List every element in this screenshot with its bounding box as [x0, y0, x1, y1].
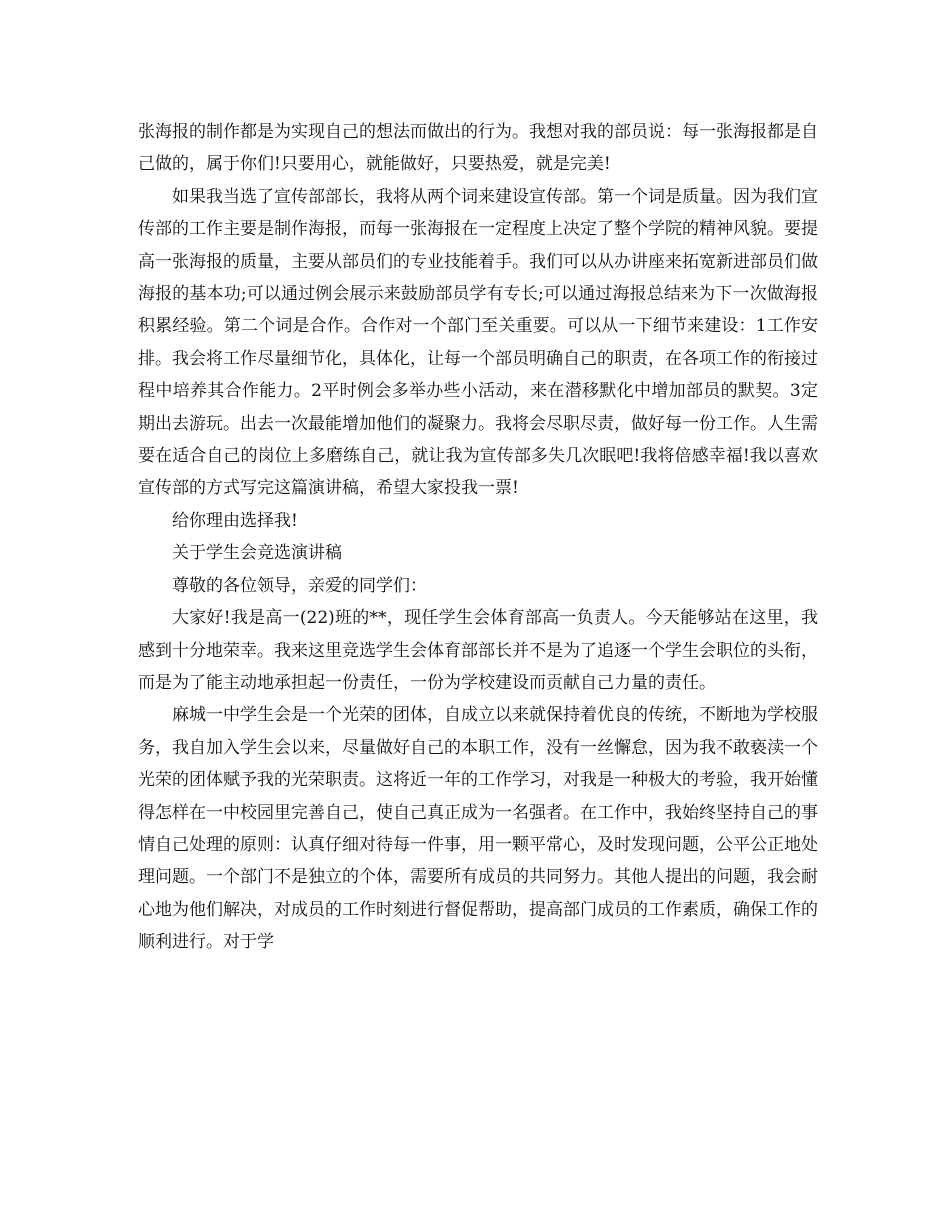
section-title: 关于学生会竞选演讲稿: [172, 543, 342, 564]
paragraph-poster-conclusion: 张海报的制作都是为实现自己的想法而做出的行为。我想对我的部员说：每一张海报都是自己做的，属于你们!只要用心，就能做好，只要热爱，就是完美!: [138, 122, 818, 175]
paragraph-choose-me: 给你理由选择我!: [172, 510, 298, 531]
paragraph-publicity-plan: 如果我当选了宣传部部长，我将从两个词来建设宣传部。第一个词是质量。因为我们宣传部的工作主要是制作海报，而每一张海报在一定程度上决定了整个学院的精神风貌。要提高一张海报的质量，主要从部员们的专业技能着手。我们可以从办讲座来拓宽新进部员们做海报的基本功;可以通过例会展示来鼓励部员学有专长;可以通过海报总结来为下一次做海报积累经验。第二个词是合作。合作对一个部门至关重要。可以从一下细节来建设：1工作安排。我会将工作尽量细节化，具体化，让每一个部员明确自己的职责，在各项工作的衔接过程中培养其合作能力。2平时例会多举办些小活动，来在潜移默化中增加部员的默契。3定期出去游玩。出去一次最能增加他们的凝聚力。我将会尽职尽责，做好每一份工作。人生需要在适合自己的岗位上多磨练自己，就让我为宣传部多失几次眠吧!我将倍感幸福!我以喜欢宣传部的方式写完这篇演讲稿，希望大家投我一票!: [138, 186, 818, 499]
paragraph-student-union: 麻城一中学生会是一个光荣的团体，自成立以来就保持着优良的传统，不断地为学校服务，我自加入学生会以来，尽量做好自己的本职工作，没有一丝懈怠，因为我不敢亵渎一个光荣的团体赋予我的光荣职责。这将近一年的工作学习，对我是一种极大的考验，我开始懂得怎样在一中校园里完善自己，使自己真正成为一名强者。在工作中，我始终坚持自己的事情自己处理的原则：认真仔细对待每一件事，用一颗平常心，及时发现问题，公平公正地处理问题。一个部门不是独立的个体，需要所有成员的共同努力。其他人提出的问题，我会耐心地为他们解决，对成员的工作时刻进行督促帮助，提高部门成员的工作素质，确保工作的顺利进行。对于学: [138, 705, 818, 953]
salutation: 尊敬的各位领导，亲爱的同学们：: [172, 575, 427, 596]
paragraph-introduction: 大家好!我是高一(22)班的**，现任学生会体育部高一负责人。今天能够站在这里，我感到十分地荣幸。我来这里竞选学生会体育部部长并不是为了追逐一个学生会职位的头衔，而是为了能主动地承担起一份责任，一份为学校建设而贡献自己力量的责任。: [138, 608, 818, 693]
document-page: [138, 116, 818, 959]
